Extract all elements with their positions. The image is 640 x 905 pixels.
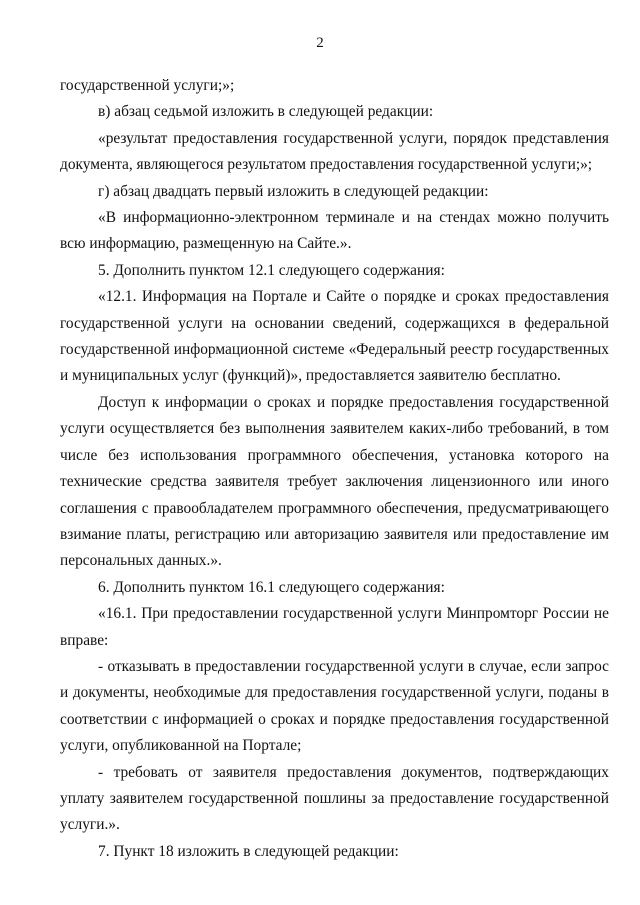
paragraph-item-6: 6. Дополнить пунктом 16.1 следующего содержания: bbox=[98, 578, 445, 596]
paragraph-access-info: Доступ к информации о сроках и порядке предоставления государственной услуги осуществляется без выполнения заявителем каких-либо требований, в том числе без использования программного обеспечения, установка которого на технические средства заявителя требует заключения лицензионного или иного соглашения с правообладателем программного обеспечения, предусматривающего взимание платы, регистрацию или авторизацию заявителя или предоставление им персональных данных.». bbox=[60, 393, 609, 570]
paragraph-continuation: государственной услуги;»; bbox=[60, 77, 235, 94]
document-body bbox=[60, 73, 609, 865]
page-number: 2 bbox=[316, 35, 324, 51]
paragraph-quote-12-1: «12.1. Информация на Портале и Сайте о порядке и сроках предоставления государственной услуги на основании сведений, содержащихся в федеральной государственной информационной системе «Федеральный реестр государственных и муниципальных услуг (функций)», предоставляется заявителю бесплатно. bbox=[60, 288, 609, 385]
paragraph-item-v: в) абзац седьмой изложить в следующей редакции: bbox=[98, 103, 434, 121]
paragraph-quote-16-1: «16.1. При предоставлении государственной услуги Минпромторг России не вправе: bbox=[60, 605, 609, 649]
paragraph-quote-result: «результат предоставления государственной услуги, порядок представления документа, являющегося результатом предоставления государственной услуги;»; bbox=[60, 129, 609, 174]
paragraph-dash-require: - требовать от заявителя предоставления документов, подтверждающих уплату заявителем государственной пошлины за предоставление государственной услуги.». bbox=[60, 763, 609, 834]
paragraph-item-7: 7. Пункт 18 изложить в следующей редакции: bbox=[98, 842, 399, 860]
paragraph-item-g: г) абзац двадцать первый изложить в следующей редакции: bbox=[98, 182, 489, 200]
paragraph-dash-refuse: - отказывать в предоставлении государственной услуги в случае, если запрос и документы, необходимые для предоставления государственной услуги, поданы в соответствии с информацией о сроках и порядке предоставления государственной услуги, опубликованной на Портале; bbox=[60, 657, 609, 755]
paragraph-item-5: 5. Дополнить пунктом 12.1 следующего содержания: bbox=[98, 261, 445, 279]
paragraph-quote-terminal: «В информационно-электронном терминале и на стендах можно получить всю информацию, размещенную на Сайте.». bbox=[60, 209, 609, 253]
